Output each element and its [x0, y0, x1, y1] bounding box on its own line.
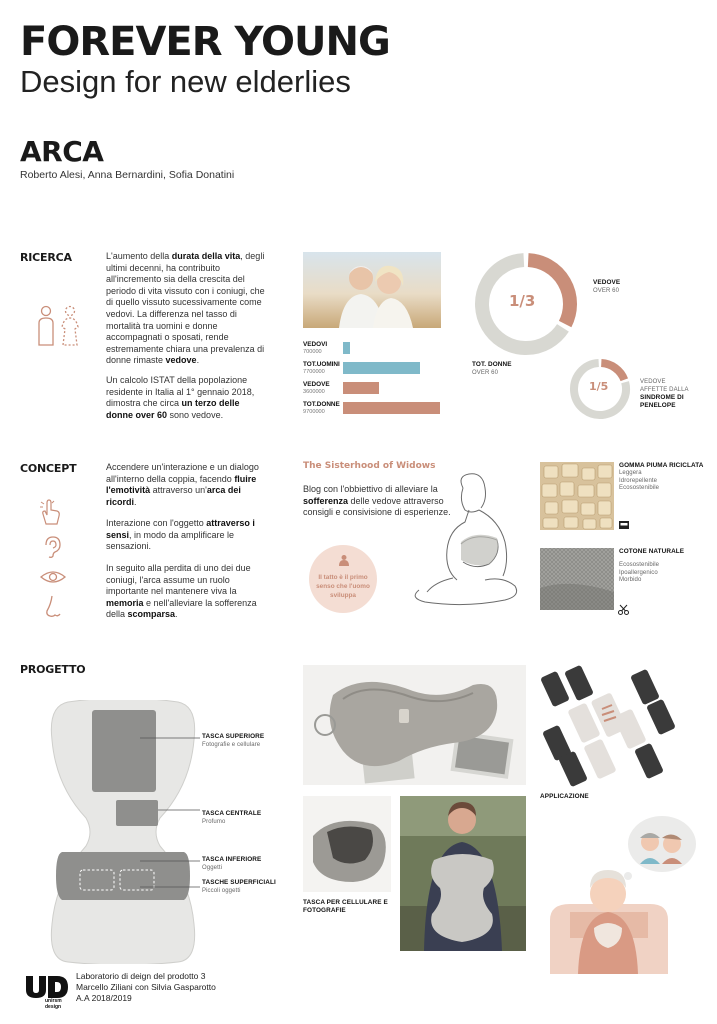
ear-icon [42, 535, 62, 559]
material-foam-label: GOMMA PIUMA RICICLATA Leggera Idrorepellente Ecosostenibile [619, 462, 704, 491]
woman-hugging-illustration [405, 470, 527, 612]
concept-paragraph-3: In seguito alla perdita di uno dei due coniugi, l'arca assume un ruolo importante nel mantenere viva la memoria e nell'alleviare la sofferenza della scomparsa. [106, 563, 257, 620]
donut2-slice-label: VEDOVE AFFETTE DALLA SINDROME DI PENELOPE [640, 379, 689, 409]
project-authors: Roberto Alesi, Anna Bernardini, Sofia Donatini [20, 169, 235, 181]
footer-credits [76, 971, 216, 1004]
ricerca-paragraph-1: L'aumento della durata della vita, degli ultimi decenni, ha contribuito all'incremento sia della crescita del periodo di vita vissuto con i coniugi, che di quello vissuto sucessivamente come vedovi. La differenza nel tasso di mortalità tra uomini e donne accompagnati o sposati, rende estremamente chiara una prevalenza di donne rimaste vedove. [106, 251, 265, 366]
foam-material-photo [540, 462, 614, 530]
elderly-woman-with-arca-photo [400, 796, 526, 951]
widowhood-bar-chart [303, 338, 448, 418]
donut2-center-label: 1/5 [589, 380, 609, 393]
section-heading-progetto: PROGETTO [20, 663, 86, 676]
logo-caption: unirsm design [45, 998, 62, 1010]
poster-title: FOREVER YOUNG [20, 19, 390, 65]
bar [343, 402, 440, 414]
bar-value-label: 7700000 [303, 369, 325, 375]
arca-product-photo [303, 665, 526, 785]
bar-category-label: TOT.UOMINI [303, 361, 340, 368]
project-name: ARCA [20, 135, 104, 168]
donut1-rest-label: TOT. DONNE OVER 60 [472, 361, 512, 376]
bar-category-label: TOT.DONNE [303, 401, 340, 408]
hand-touch-icon [38, 498, 64, 526]
footer-teachers: Marcello Ziliani con Silvia Gasparotto [76, 982, 216, 992]
bar [343, 382, 379, 394]
bar-category-label: VEDOVI [303, 341, 328, 348]
touch-note-text: Il tatto è il primo senso che l'uomo sviluppa [316, 574, 370, 599]
man-woman-icon [34, 305, 82, 347]
pocket-photo [303, 796, 391, 892]
bar [343, 362, 420, 374]
donut-slice [601, 363, 624, 380]
bar [343, 342, 350, 354]
concept-paragraph-2: Interazione con l'oggetto attraverso i sensi, in modo da amplificare le sensazioni. [106, 518, 255, 552]
person-icon [338, 554, 350, 566]
footer-course: Laboratorio di deign del prodotto 3 [76, 971, 206, 981]
bar-value-label: 700000 [303, 349, 322, 355]
label-tasca-superiore: TASCA SUPERIORE Fotografie e cellulare [202, 733, 265, 748]
diagram-leader-lines [140, 735, 202, 895]
label-tasca-inferiore: TASCA INFERIORE Oggetti [202, 856, 262, 871]
footer-year: A.A 2018/2019 [76, 993, 132, 1003]
ricerca-paragraph-2: Un calcolo ISTAT della popolazione residente in Italia al 1° gennaio 2018, dimostra che circa un terzo delle donne over 60 sono vedove. [106, 375, 255, 420]
donut1-center-label: 1/3 [509, 292, 536, 310]
donut1-slice-label: VEDOVE OVER 60 [593, 279, 621, 294]
section-heading-ricerca: RICERCA [20, 251, 72, 264]
label-tasche-superficiali: TASCHE SUPERFICIALI Piccoli oggetti [202, 879, 276, 894]
grandma-illustration [540, 808, 708, 974]
poster-subtitle: Design for new elderlies [20, 64, 351, 99]
blog-title: The Sisterhood of Widows [303, 461, 436, 471]
unirsm-design-logo [24, 974, 68, 998]
foam-material-icon [619, 521, 629, 529]
section-heading-concept: CONCEPT [20, 462, 77, 475]
label-tasca-centrale: TASCA CENTRALE Profumo [202, 810, 262, 825]
bar-category-label: VEDOVE [303, 381, 330, 388]
nose-icon [45, 594, 63, 620]
material-cotton-label: COTONE NATURALE Ecosostenibile Ipoallergenico Morbido [619, 548, 685, 583]
eye-icon [39, 569, 67, 585]
app-mockup-photo [540, 665, 676, 787]
bar-value-label: 9700000 [303, 409, 325, 415]
pocket-photo-caption: TASCA PER CELLULARE E FOTOGRAFIE [303, 899, 388, 914]
scissors-icon [618, 604, 629, 615]
bar-value-label: 3600000 [303, 389, 325, 395]
app-caption: APPLICAZIONE [540, 793, 589, 800]
elderly-couple-photo [303, 252, 441, 328]
concept-paragraph-1: Accendere un'interazione e un dialogo all'interno della coppia, facendo fluire l'emotività attraverso un'arca dei ricordi. [106, 462, 259, 507]
cotton-fabric-photo [540, 548, 614, 610]
blog-description: Blog con l'obbiettivo di alleviare la sofferenza delle vedove attraverso consigli e consivisione di esperienze. [303, 484, 451, 518]
